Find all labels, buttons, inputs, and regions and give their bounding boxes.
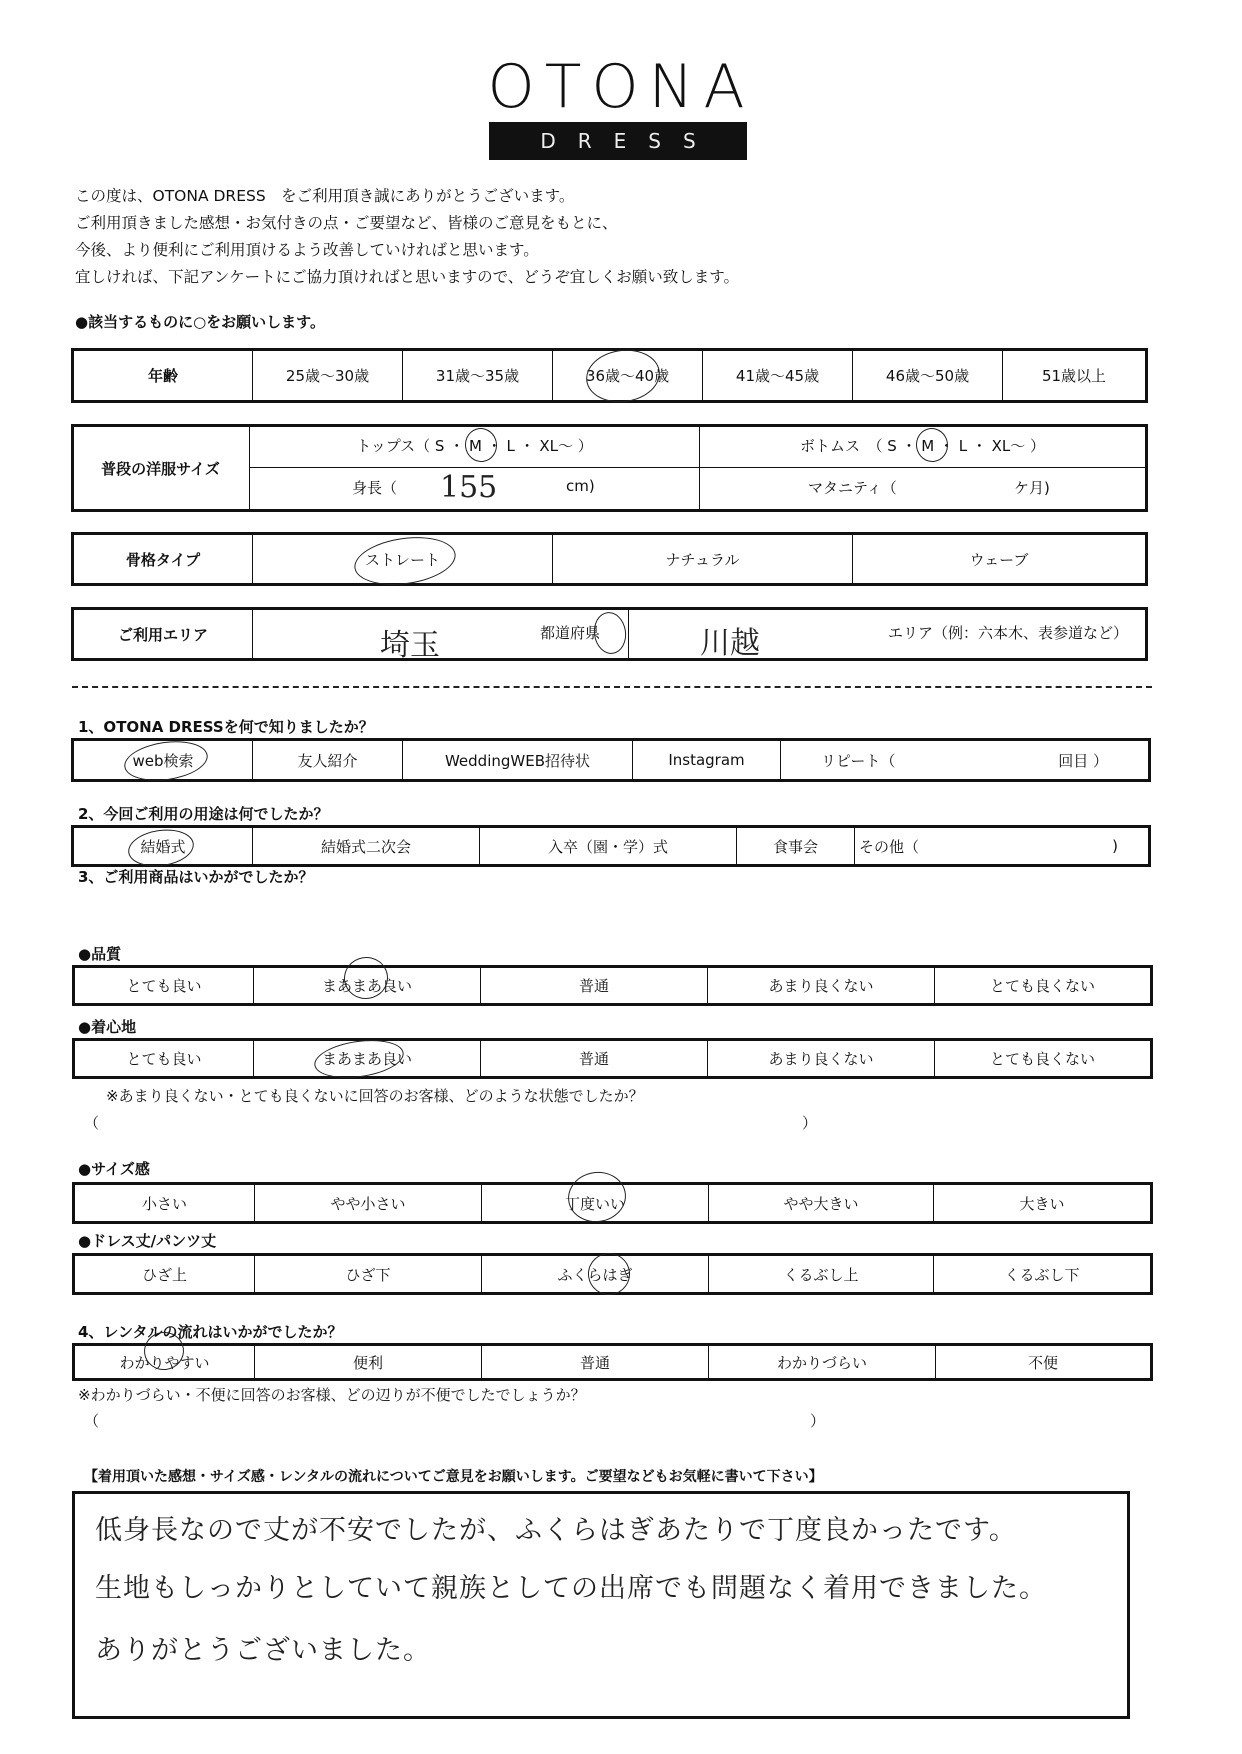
body-type-option[interactable]: ストレート (252, 535, 552, 583)
q4-option[interactable]: 不便 (935, 1346, 1150, 1378)
q3-paren-close: ） (802, 1114, 818, 1132)
length-option[interactable]: ふくらはぎ (481, 1256, 708, 1292)
q1-option[interactable]: Instagram (632, 741, 780, 779)
height-value: 155 (440, 470, 498, 505)
length-option[interactable]: くるぶし下 (933, 1256, 1150, 1292)
comment-box[interactable] (72, 1491, 1130, 1719)
prefecture-value: 埼玉 (380, 628, 440, 663)
intro-text (75, 183, 739, 291)
age-option[interactable]: 46歳～50歳 (852, 351, 1002, 400)
comfort-option[interactable]: あまり良くない (707, 1041, 934, 1076)
quality-option[interactable]: まあまあ良い (253, 968, 480, 1003)
q2-option[interactable]: 結婚式二次会 (252, 828, 479, 864)
intro-line: ご利用頂きました感想・お気付きの点・ご要望など、皆様のご意見をもとに、 (75, 214, 618, 232)
q4-option[interactable]: 便利 (254, 1346, 481, 1378)
length-label: ●ドレス丈/パンツ丈 (78, 1232, 217, 1250)
age-option[interactable]: 31歳～35歳 (402, 351, 552, 400)
q1-option[interactable]: WeddingWEB招待状 (402, 741, 632, 779)
brand-logo: OTONA (487, 52, 755, 122)
body-type-option[interactable]: ウェーブ (852, 535, 1145, 583)
size-feel-option[interactable]: 大きい (933, 1185, 1150, 1221)
maternity-label: マタニティ（ (808, 479, 897, 497)
q3-paren-open: （ (84, 1114, 100, 1132)
height-label: 身長（ (352, 479, 398, 497)
quality-label: ●品質 (78, 945, 122, 963)
q2-option[interactable]: 食事会 (736, 828, 854, 864)
age-label: 年齢 (147, 367, 178, 385)
q4-table (72, 1343, 1153, 1381)
q1-option[interactable]: web検索 (132, 751, 194, 770)
q2-option[interactable]: 入卒（園・学）式 (479, 828, 736, 864)
q3-note: ※あまり良くない・とても良くないに回答のお客様、どのような状態でしたか？ (106, 1087, 644, 1105)
size-feel-option[interactable]: やや大きい (708, 1185, 933, 1221)
q4-paren-open: （ (84, 1412, 100, 1430)
q4-option[interactable]: わかりやすい (119, 1353, 210, 1372)
q4-paren-close: ） (810, 1412, 826, 1430)
repeat-count-label: 回目 ） (1058, 751, 1108, 770)
dashed-divider (72, 686, 1152, 688)
q1-table (71, 738, 1151, 782)
comment-line: 低身長なので丈が不安でしたが、ふくらはぎあたりで丁度良かったです。 (95, 1515, 1017, 1546)
q3-title: 3、ご利用商品はいかがでしたか？ (78, 868, 314, 886)
comfort-option[interactable]: まあまあ良い (253, 1041, 480, 1076)
brand-logo-sub: DRESS (489, 122, 747, 160)
length-option[interactable]: くるぶし上 (708, 1256, 933, 1292)
bottoms-size-options[interactable]: ボトムス （ S ・ M ・ L ・ XL～ ） (799, 437, 1046, 455)
area-example-label: エリア（例：六本木、表参道など） (888, 624, 1129, 642)
size-feel-option[interactable]: 丁度いい (481, 1185, 708, 1221)
area-label: ご利用エリア (117, 625, 208, 644)
body-type-option[interactable]: ナチュラル (552, 535, 852, 583)
quality-table (72, 965, 1153, 1006)
comment-title: 【着用頂いた感想・サイズ感・レンタルの流れについてご意見をお願いします。ご要望などもお気軽に書いて下さい】 (84, 1469, 823, 1485)
size-feel-option[interactable]: 小さい (141, 1194, 187, 1213)
q2-option[interactable]: 結婚式 (140, 837, 186, 856)
q4-option[interactable]: 普通 (481, 1346, 708, 1378)
comfort-option[interactable]: とても良くない (934, 1041, 1150, 1076)
age-option[interactable]: 25歳～30歳 (252, 351, 402, 400)
q4-title: 4、レンタルの流れはいかがでしたか？ (78, 1323, 343, 1341)
height-unit: cm) (566, 477, 595, 495)
prefecture-label: 都道府県 (540, 624, 601, 642)
q1-option-repeat[interactable] (780, 741, 1148, 779)
size-feel-option[interactable]: やや小さい (254, 1185, 481, 1221)
comment-line: 生地もしっかりとしていて親族としての出席でも問題なく着用できました。 (95, 1573, 1047, 1604)
maternity-unit: ケ月) (1014, 479, 1050, 497)
quality-option[interactable]: 普通 (480, 968, 707, 1003)
comfort-table (72, 1038, 1153, 1079)
size-divider (250, 467, 1146, 468)
size-feel-label: ●サイズ感 (78, 1160, 150, 1178)
age-option[interactable]: 51歳以上 (1002, 351, 1145, 400)
q1-option[interactable]: 友人紹介 (252, 741, 402, 779)
age-option[interactable]: 36歳～40歳 (552, 351, 702, 400)
intro-line: 宜しければ、下記アンケートにご協力頂ければと思いますので、どうぞ宜しくお願い致します。 (75, 268, 740, 286)
body-type-label: 骨格タイプ (125, 550, 201, 569)
repeat-label: リピート（ (821, 751, 896, 770)
other-close: ) (1112, 837, 1118, 855)
length-option[interactable]: ひざ上 (141, 1265, 187, 1284)
tops-size-options[interactable]: トップス（ S ・ M ・ L ・ XL～ ） (356, 437, 593, 455)
comfort-label: ●着心地 (78, 1018, 137, 1036)
other-label: その他（ (859, 837, 920, 856)
intro-line: 今後、より便利にご利用頂けるよう改善していければと思います。 (75, 241, 539, 259)
length-option[interactable]: ひざ下 (254, 1256, 481, 1292)
q4-option[interactable]: わかりづらい (708, 1346, 935, 1378)
quality-option[interactable]: あまり良くない (707, 968, 934, 1003)
q1-title: 1、OTONA DRESSを何で知りましたか？ (78, 718, 374, 736)
comment-line: ありがとうございました。 (95, 1635, 431, 1666)
q2-table (71, 825, 1151, 867)
section-heading: ●該当するものに○をお願いします。 (75, 313, 325, 331)
quality-option[interactable]: とても良い (126, 977, 202, 995)
comfort-option[interactable]: とても良い (126, 1050, 202, 1068)
body-type-table (71, 532, 1148, 586)
q2-title: 2、今回ご利用の用途は何でしたか？ (78, 805, 329, 823)
city-value: 川越 (700, 626, 760, 661)
intro-line: この度は、OTONA DRESS をご利用頂き誠にありがとうございます。 (75, 187, 575, 205)
q2-option-other[interactable] (854, 828, 1148, 864)
size-label: 普段の洋服サイズ (72, 424, 250, 512)
quality-option[interactable]: とても良くない (934, 968, 1150, 1003)
age-option[interactable]: 41歳～45歳 (702, 351, 852, 400)
comfort-option[interactable]: 普通 (480, 1041, 707, 1076)
q4-note: ※わかりづらい・不便に回答のお客様、どの辺りが不便でしたでしょうか？ (78, 1386, 586, 1404)
